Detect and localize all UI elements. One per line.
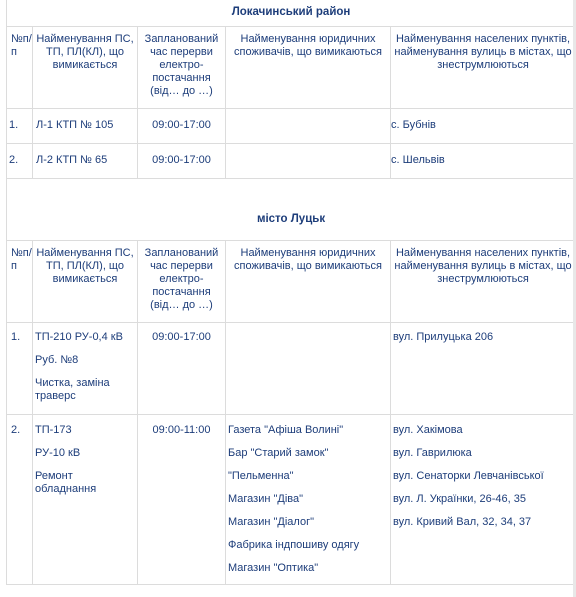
legal-consumer: Газета "Афіша Волині" — [228, 423, 344, 436]
row-streets: вул. Прилуцька 206 — [391, 322, 576, 414]
header-number: №п/п — [7, 240, 33, 322]
table-row — [7, 108, 576, 143]
row-streets: с. Шельвів — [391, 143, 576, 178]
row-number: 1. — [7, 322, 33, 414]
header-legal: Найменування юридичних споживачів, що вимикаються — [226, 240, 391, 322]
row-legal — [226, 322, 391, 414]
legal-consumer: Магазин "Діва" — [228, 492, 304, 505]
equipment-line: Чистка, заміна траверс — [35, 376, 110, 402]
equipment-line: ТП-210 РУ-0,4 кВ — [35, 330, 123, 343]
row-number: 2. — [7, 143, 33, 178]
table-row — [7, 414, 576, 584]
header-legal: Найменування юридичних споживачів, що вимикаються — [226, 26, 391, 108]
legal-consumer: Магазин "Діалог" — [228, 515, 314, 528]
header-time: Запланований час перерви електро-постачання (від… до …) — [138, 240, 226, 322]
street-line: вул. Сенаторки Левчанівської — [393, 469, 544, 482]
street-line: вул. Хакімова — [393, 423, 463, 436]
header-streets: Найменування населених пунктів, найменування вулиць в містах, що знеструмлюються — [391, 26, 576, 108]
legal-consumer: Фабрика індпошиву одягу — [228, 538, 360, 551]
row-equipment — [33, 322, 138, 414]
row-legal — [226, 108, 391, 143]
equipment-line: ТП-173 — [35, 423, 72, 436]
table-row — [7, 143, 576, 178]
table-header-row — [7, 26, 576, 108]
row-time: 09:00-11:00 — [138, 414, 226, 584]
equipment-line: РУ-10 кВ — [35, 446, 81, 459]
header-equipment: Найменування ПС, ТП, ПЛ(КЛ), що вимикається — [33, 26, 138, 108]
row-number: 2. — [7, 414, 33, 584]
table-header-row — [7, 240, 576, 322]
row-streets: с. Бубнів — [391, 108, 576, 143]
street-line: вул. Л. Українки, 26-46, 35 — [393, 492, 526, 505]
row-time: 09:00-17:00 — [138, 322, 226, 414]
street-line: вул. Гаврилюка — [393, 446, 472, 459]
row-equipment: Л-2 КТП № 65 — [33, 143, 138, 178]
section-title: місто Луцьк — [7, 178, 576, 240]
equipment-line: Руб. №8 — [35, 353, 79, 366]
legal-consumer: Магазин "Оптика" — [228, 561, 319, 574]
row-time: 09:00-17:00 — [138, 143, 226, 178]
row-legal — [226, 143, 391, 178]
section-title-row — [7, 0, 576, 26]
header-number: №п/п — [7, 26, 33, 108]
row-number: 1. — [7, 108, 33, 143]
row-legal — [226, 414, 391, 584]
legal-consumer: "Пельменна" — [228, 469, 294, 482]
header-time: Запланований час перерви електро-постачання (від… до …) — [138, 26, 226, 108]
section-title-row — [7, 178, 576, 240]
header-streets: Найменування населених пунктів, найменування вулиць в містах, що знеструмлюються — [391, 240, 576, 322]
row-equipment — [33, 414, 138, 584]
section-title: Локачинський район — [7, 0, 576, 26]
legal-consumer: Бар "Старий замок" — [228, 446, 329, 459]
row-equipment: Л-1 КТП № 105 — [33, 108, 138, 143]
row-time: 09:00-17:00 — [138, 108, 226, 143]
outage-schedule-table — [6, 0, 576, 585]
row-streets — [391, 414, 576, 584]
table-row — [7, 322, 576, 414]
equipment-line: Ремонт обладнання — [35, 469, 97, 495]
street-line: вул. Кривий Вал, 32, 34, 37 — [393, 515, 532, 528]
header-equipment: Найменування ПС, ТП, ПЛ(КЛ), що вимикається — [33, 240, 138, 322]
